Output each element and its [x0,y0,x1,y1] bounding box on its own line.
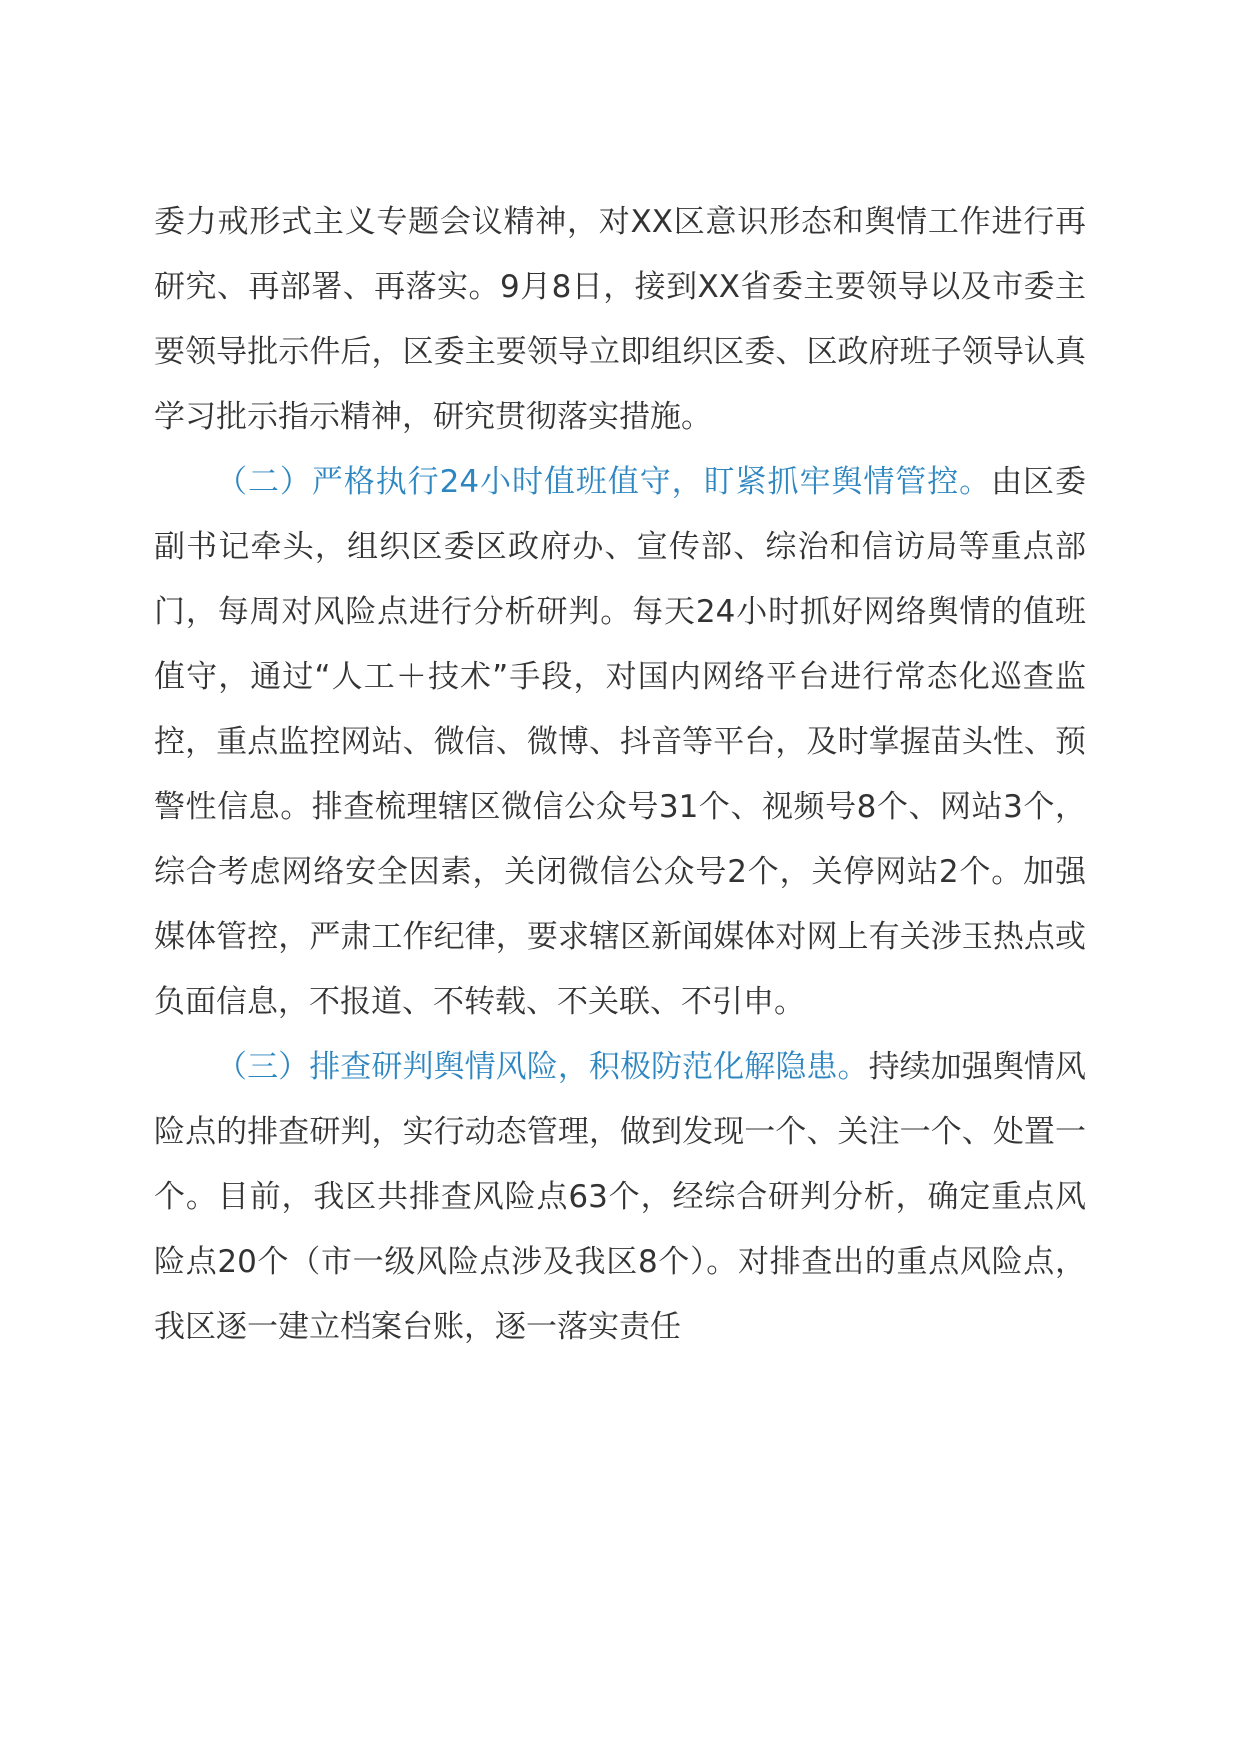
section-heading-3: （三）排查研判舆情风险，积极防范化解隐患。 [216,1049,869,1085]
paragraph-3-text: 持续加强舆情风险点的排查研判，实行动态管理，做到发现一个、关注一个、处置一个。目前，我区共排查风险点63个，经综合研判分析，确定重点风险点20个（市一级风险点涉及我区8个）。对排查出的重点风险点，我区逐一建立档案台账，逐一落实责任 [154,1049,1087,1345]
document-page [154,190,1086,1360]
paragraph-3 [154,1035,1086,1360]
paragraph-2-text: 由区委副书记牵头，组织区委区政府办、宣传部、综治和信访局等重点部门，每周对风险点进行分析研判。每天24小时抓好网络舆情的值班值守，通过“人工＋技术”手段，对国内网络平台进行常态化巡查监控，重点监控网站、微信、微博、抖音等平台，及时掌握苗头性、预警性信息。排查梳理辖区微信公众号31个、视频号8个、网站3个，综合考虑网络安全因素，关闭微信公众号2个，关停网站2个。加强媒体管控，严肃工作纪律，要求辖区新闻媒体对网上有关涉玉热点或负面信息，不报道、不转载、不关联、不引申。 [154,464,1086,1020]
paragraph-1 [154,190,1086,450]
section-heading-2: （二）严格执行24小时值班值守，盯紧抓牢舆情管控。 [216,464,992,500]
paragraph-2 [154,450,1086,1035]
paragraph-1-text: 委力戒形式主义专题会议精神，对XX区意识形态和舆情工作进行再研究、再部署、再落实。9月8日，接到XX省委主要领导以及市委主要领导批示件后，区委主要领导立即组织区委、区政府班子领导认真学习批示指示精神，研究贯彻落实措施。 [154,204,1086,435]
